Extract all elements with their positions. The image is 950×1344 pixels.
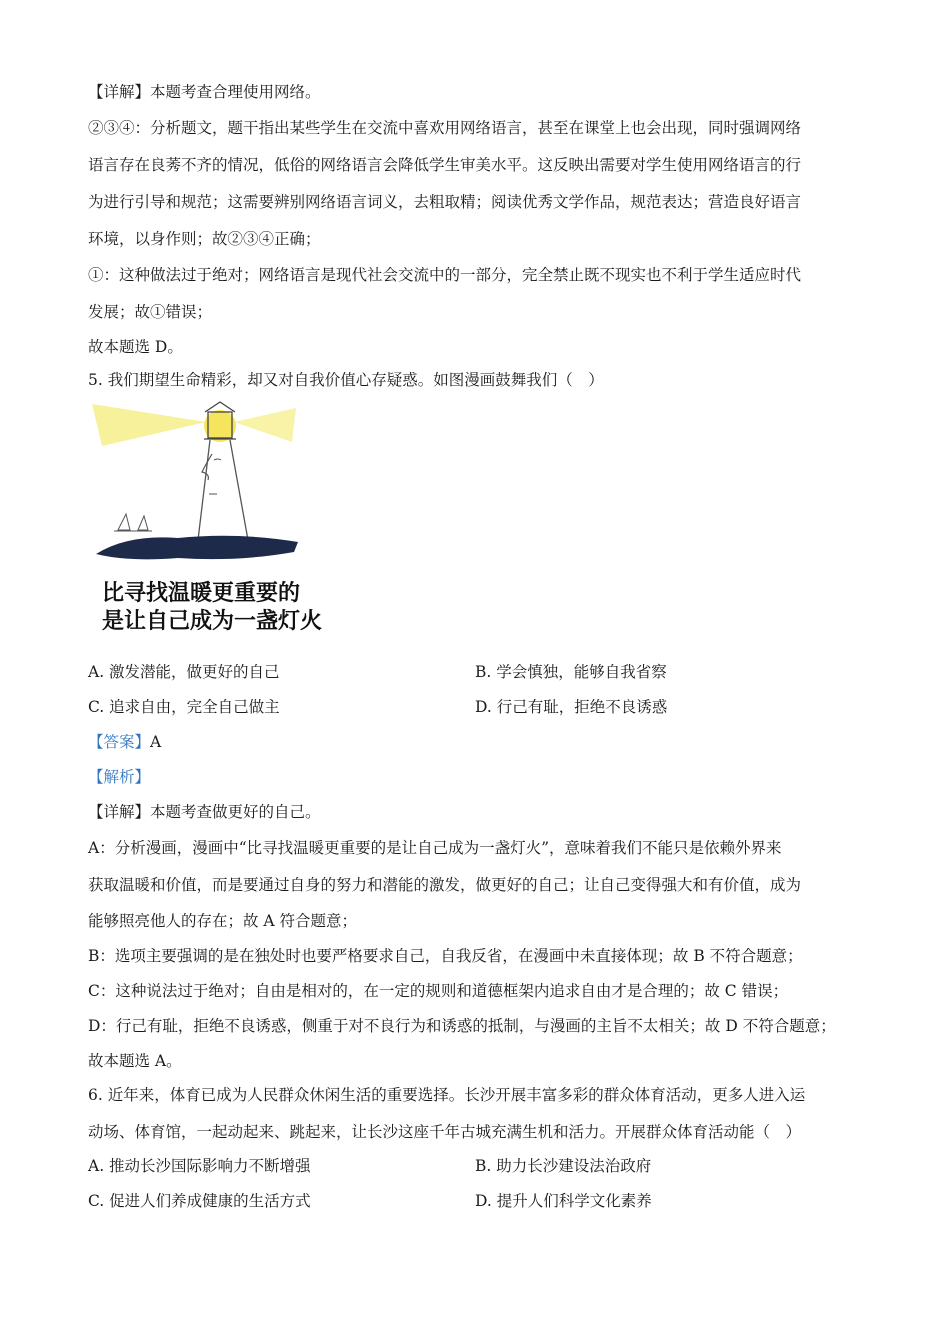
light-beam-left	[92, 404, 206, 446]
answer-tag: 【答案】	[88, 733, 151, 751]
q5-option-b: B. 学会慎独，能够自我省察	[475, 663, 667, 681]
q5-detail-heading: 【详解】本题考查做更好的自己。	[88, 803, 321, 821]
q5-explanation-line: C：这种说法过于绝对；自由是相对的，在一定的规则和道德框架内追求自由才是合理的；故 C 错误；	[88, 982, 789, 1000]
q4-explanation-line: ②③④：分析题文，题干指出某些学生在交流中喜欢用网络语言，甚至在课堂上也会出现，同时强调网络	[88, 119, 802, 137]
sea-brushstroke	[96, 536, 298, 560]
q5-explanation-line: A：分析漫画，漫画中“比寻找温暖更重要的是让自己成为一盏灯火”，意味着我们不能只是依赖外界来	[88, 839, 782, 857]
lamp-glow	[204, 410, 236, 442]
q6-option-c: C. 促进人们养成健康的生活方式	[88, 1192, 311, 1210]
lighthouse-cartoon	[88, 402, 323, 638]
q5-conclusion: 故本题选 A。	[88, 1052, 182, 1070]
q5-explanation-line: 能够照亮他人的存在；故 A 符合题意；	[88, 912, 358, 930]
q4-explanation-line: 环境，以身作则；故②③④正确；	[88, 230, 321, 248]
q5-stem: 5. 我们期望生命精彩，却又对自我价值心存疑惑。如图漫画鼓舞我们（ ）	[88, 371, 604, 389]
q4-conclusion: 故本题选 D。	[88, 338, 183, 356]
q4-explanation-line: 语言存在良莠不齐的情况，低俗的网络语言会降低学生审美水平。这反映出需要对学生使用网络语言的行	[88, 156, 802, 174]
q5-option-a: A. 激发潜能，做更好的自己	[88, 663, 280, 681]
sailboat-icon	[118, 514, 130, 530]
q6-option-d: D. 提升人们科学文化素养	[475, 1192, 652, 1210]
q5-analysis-tag: 【解析】	[88, 768, 151, 786]
sailboat-icon	[138, 516, 148, 530]
q5-option-d: D. 行己有耻，拒绝不良诱惑	[475, 698, 668, 716]
q5-option-c: C. 追求自由，完全自己做主	[88, 698, 280, 716]
light-beam-right	[234, 408, 296, 442]
cartoon-caption-line1: 比寻找温暖更重要的	[102, 581, 301, 606]
q6-stem-line1: 6. 近年来，体育已成为人民群众休闲生活的重要选择。长沙开展丰富多彩的群众体育活动，更多人进入运	[88, 1086, 806, 1104]
q5-explanation-line: B：选项主要强调的是在独处时也要严格要求自己，自我反省，在漫画中未直接体现；故 B 不符合题意；	[88, 947, 803, 965]
q4-explanation-line: 为进行引导和规范；这需要辨别网络语言词义，去粗取精；阅读优秀文学作品，规范表达；营造良好语言	[88, 193, 802, 211]
q5-explanation-line: 获取温暖和价值，而是要通过自身的努力和潜能的激发，做更好的自己；让自己变得强大和有价值，成为	[88, 876, 802, 894]
q5-explanation-line: D：行己有耻，拒绝不良诱惑，侧重于对不良行为和诱惑的抵制，与漫画的主旨不太相关；故 D 不符合题意；	[88, 1017, 836, 1035]
q4-detail-heading: 【详解】本题考查合理使用网络。	[88, 83, 321, 101]
q5-answer	[88, 732, 161, 752]
lighthouse-tower	[198, 440, 248, 540]
cartoon-caption-line2: 是让自己成为一盏灯火	[102, 609, 323, 634]
q4-explanation-line: 发展；故①错误；	[88, 303, 213, 321]
q6-option-b: B. 助力长沙建设法治政府	[475, 1157, 652, 1175]
answer-value: A	[150, 733, 162, 751]
q6-stem-line2: 动场、体育馆，一起动起来、跳起来，让长沙这座千年古城充满生机和活力。开展群众体育活动能（ ）	[88, 1123, 802, 1141]
q6-option-a: A. 推动长沙国际影响力不断增强	[88, 1157, 311, 1175]
q4-explanation-line: ①：这种做法过于绝对；网络语言是现代社会交流中的一部分，完全禁止既不现实也不利于学生适应时代	[88, 266, 802, 284]
